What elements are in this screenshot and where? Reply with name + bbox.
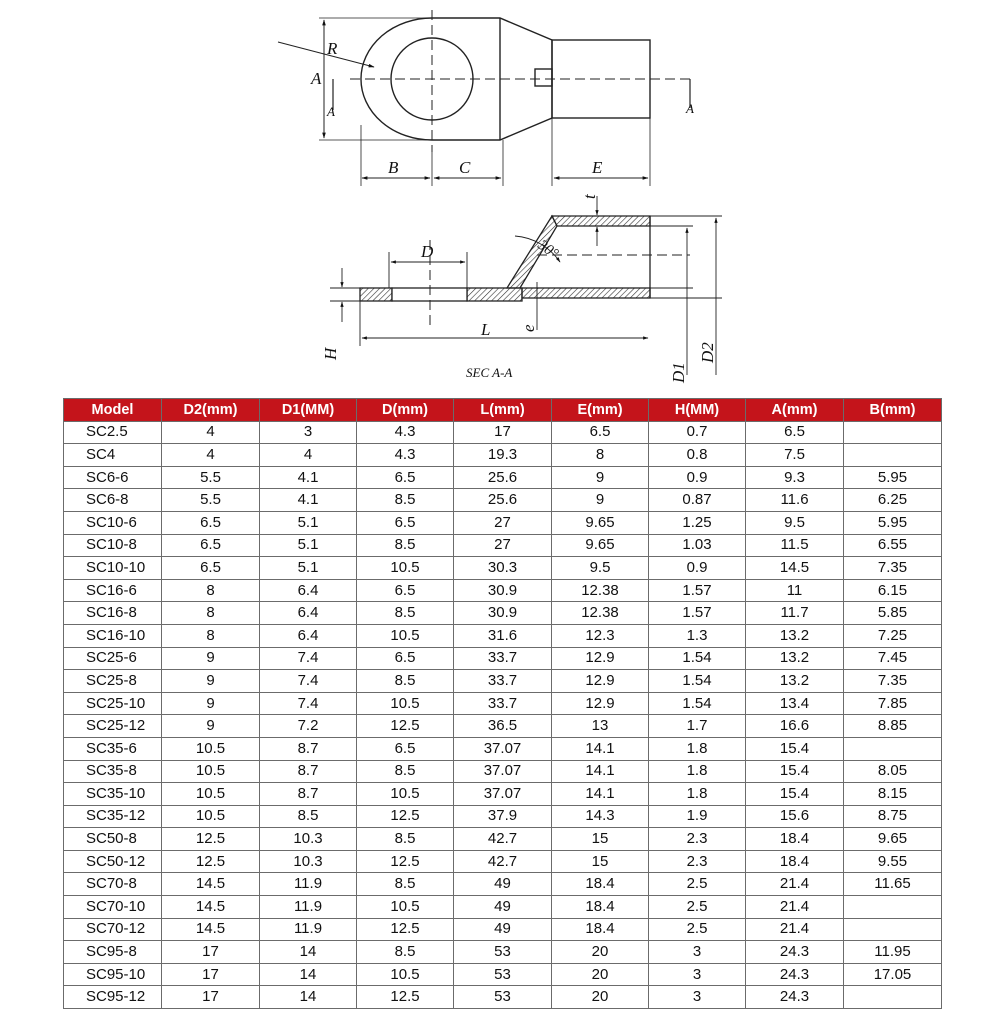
table-cell: 8.5 — [357, 941, 454, 964]
table-cell: 10.5 — [357, 783, 454, 806]
table-cell: 10.3 — [260, 850, 357, 873]
table-cell: 6.5 — [357, 511, 454, 534]
table-row — [64, 760, 942, 783]
table-row — [64, 896, 942, 919]
column-header: B(mm) — [844, 399, 942, 422]
table-body — [64, 421, 942, 1008]
model-cell: SC16-6 — [64, 579, 162, 602]
specification-table — [63, 398, 942, 1009]
table-cell: 9.55 — [844, 850, 942, 873]
table-cell: 7.85 — [844, 692, 942, 715]
table-cell: 5.1 — [260, 534, 357, 557]
table-cell: 12.5 — [162, 850, 260, 873]
table-cell: 30.3 — [454, 557, 552, 580]
table-cell: 8.7 — [260, 783, 357, 806]
table-cell: 10.5 — [357, 624, 454, 647]
table-cell: 8.85 — [844, 715, 942, 738]
label-A: A — [311, 69, 322, 88]
table-cell — [844, 444, 942, 467]
lug-technical-drawing — [0, 0, 1001, 395]
column-header: Model — [64, 399, 162, 422]
table-cell: 6.5 — [162, 534, 260, 557]
table-cell: 49 — [454, 873, 552, 896]
table-cell: 7.35 — [844, 670, 942, 693]
table-cell: 0.7 — [649, 421, 746, 444]
table-cell: 7.4 — [260, 670, 357, 693]
table-cell: 0.9 — [649, 466, 746, 489]
table-row — [64, 602, 942, 625]
table-cell: 5.85 — [844, 602, 942, 625]
table-cell: 9.3 — [746, 466, 844, 489]
table-cell: 14 — [260, 941, 357, 964]
model-cell: SC25-6 — [64, 647, 162, 670]
model-cell: SC6-8 — [64, 489, 162, 512]
table-cell: 33.7 — [454, 670, 552, 693]
table-cell: 8.7 — [260, 760, 357, 783]
column-header: D2(mm) — [162, 399, 260, 422]
model-cell: SC16-8 — [64, 602, 162, 625]
table-cell: 19.3 — [454, 444, 552, 467]
table-cell: 37.9 — [454, 805, 552, 828]
table-cell: 12.38 — [552, 579, 649, 602]
table-cell: 8.5 — [357, 670, 454, 693]
table-cell: 14.1 — [552, 760, 649, 783]
table-row — [64, 850, 942, 873]
column-header: A(mm) — [746, 399, 844, 422]
table-row — [64, 986, 942, 1009]
table-cell: 5.95 — [844, 511, 942, 534]
table-cell: 17 — [162, 963, 260, 986]
table-cell: 0.8 — [649, 444, 746, 467]
table-cell: 6.5 — [357, 466, 454, 489]
table-cell: 6.5 — [162, 511, 260, 534]
table-row — [64, 918, 942, 941]
model-cell: SC50-8 — [64, 828, 162, 851]
table-cell: 7.2 — [260, 715, 357, 738]
table-cell: 7.5 — [746, 444, 844, 467]
table-cell: 18.4 — [552, 873, 649, 896]
table-cell: 8.5 — [260, 805, 357, 828]
table-cell: 30.9 — [454, 602, 552, 625]
table-cell: 8 — [162, 579, 260, 602]
table-cell: 13.2 — [746, 670, 844, 693]
table-cell: 17 — [162, 986, 260, 1009]
table-cell: 5.1 — [260, 511, 357, 534]
model-cell: SC50-12 — [64, 850, 162, 873]
table-cell: 2.3 — [649, 850, 746, 873]
table-cell: 10.3 — [260, 828, 357, 851]
table-cell: 9.5 — [552, 557, 649, 580]
table-row — [64, 444, 942, 467]
label-H: H — [321, 347, 340, 360]
table-cell: 9 — [552, 489, 649, 512]
model-cell: SC70-10 — [64, 896, 162, 919]
table-cell: 15 — [552, 828, 649, 851]
table-cell: 6.4 — [260, 602, 357, 625]
table-cell: 37.07 — [454, 783, 552, 806]
table-cell: 6.55 — [844, 534, 942, 557]
table-cell: 4.1 — [260, 466, 357, 489]
table-cell: 24.3 — [746, 941, 844, 964]
table-cell: 8 — [162, 602, 260, 625]
table-cell: 4.1 — [260, 489, 357, 512]
table-cell: 3 — [649, 963, 746, 986]
table-row — [64, 466, 942, 489]
table-cell: 1.8 — [649, 760, 746, 783]
table-row — [64, 670, 942, 693]
table-cell: 1.57 — [649, 602, 746, 625]
table-cell: 16.6 — [746, 715, 844, 738]
label-B: B — [388, 158, 399, 177]
table-cell: 3 — [649, 986, 746, 1009]
model-cell: SC6-6 — [64, 466, 162, 489]
top-view — [278, 10, 690, 186]
table-row — [64, 534, 942, 557]
table-cell: 12.5 — [162, 828, 260, 851]
column-header: L(mm) — [454, 399, 552, 422]
table-cell: 20 — [552, 963, 649, 986]
table-cell: 13.2 — [746, 647, 844, 670]
table-cell: 15 — [552, 850, 649, 873]
table-cell: 14 — [260, 986, 357, 1009]
table-cell: 10.5 — [357, 963, 454, 986]
table-cell: 33.7 — [454, 692, 552, 715]
table-cell: 11.7 — [746, 602, 844, 625]
table-row — [64, 783, 942, 806]
table-cell: 2.3 — [649, 828, 746, 851]
table-cell: 12.38 — [552, 602, 649, 625]
table-cell: 11 — [746, 579, 844, 602]
table-cell: 4.3 — [357, 444, 454, 467]
model-cell: SC16-10 — [64, 624, 162, 647]
table-cell: 14.1 — [552, 737, 649, 760]
model-cell: SC10-6 — [64, 511, 162, 534]
table-cell: 5.5 — [162, 466, 260, 489]
table-cell: 1.57 — [649, 579, 746, 602]
table-cell: 49 — [454, 918, 552, 941]
table-cell: 21.4 — [746, 896, 844, 919]
table-cell: 14.5 — [162, 873, 260, 896]
label-D1: D1 — [669, 362, 688, 383]
table-cell: 6.5 — [552, 421, 649, 444]
table-cell: 37.07 — [454, 760, 552, 783]
label-A-section-left: A — [327, 104, 335, 119]
model-cell: SC95-10 — [64, 963, 162, 986]
table-cell: 14.5 — [746, 557, 844, 580]
column-header: H(MM) — [649, 399, 746, 422]
table-cell: 14.3 — [552, 805, 649, 828]
model-cell: SC10-10 — [64, 557, 162, 580]
table-cell: 8 — [162, 624, 260, 647]
table-row — [64, 963, 942, 986]
table-cell: 21.4 — [746, 873, 844, 896]
model-cell: SC4 — [64, 444, 162, 467]
table-cell: 8.5 — [357, 602, 454, 625]
table-cell — [844, 896, 942, 919]
table-cell: 42.7 — [454, 850, 552, 873]
table-cell: 9.65 — [552, 511, 649, 534]
table-cell: 18.4 — [552, 918, 649, 941]
table-cell: 1.9 — [649, 805, 746, 828]
model-cell: SC25-10 — [64, 692, 162, 715]
table-cell: 31.6 — [454, 624, 552, 647]
table-cell: 2.5 — [649, 918, 746, 941]
table-cell: 9.65 — [552, 534, 649, 557]
table-cell: 30.9 — [454, 579, 552, 602]
table-cell: 6.5 — [357, 647, 454, 670]
label-A-section-right: A — [686, 101, 694, 116]
table-cell: 12.5 — [357, 715, 454, 738]
table-cell: 6.4 — [260, 579, 357, 602]
table-cell: 9 — [552, 466, 649, 489]
table-cell: 6.5 — [357, 737, 454, 760]
table-cell: 1.54 — [649, 692, 746, 715]
table-cell: 8.5 — [357, 873, 454, 896]
table-cell: 12.9 — [552, 692, 649, 715]
table-cell: 12.3 — [552, 624, 649, 647]
label-R: R — [327, 39, 338, 58]
column-header: D1(MM) — [260, 399, 357, 422]
table-cell: 15.6 — [746, 805, 844, 828]
model-cell: SC25-8 — [64, 670, 162, 693]
table-cell: 25.6 — [454, 489, 552, 512]
table-cell: 10.5 — [162, 737, 260, 760]
table-cell — [844, 918, 942, 941]
table-cell: 9.65 — [844, 828, 942, 851]
table-cell: 27 — [454, 511, 552, 534]
label-e: e — [519, 324, 538, 332]
table-row — [64, 579, 942, 602]
table-cell: 27 — [454, 534, 552, 557]
table-cell: 8.15 — [844, 783, 942, 806]
table-cell: 11.6 — [746, 489, 844, 512]
model-cell: SC70-12 — [64, 918, 162, 941]
table-cell — [844, 421, 942, 444]
model-cell: SC10-8 — [64, 534, 162, 557]
table-cell: 8.75 — [844, 805, 942, 828]
table-cell: 1.8 — [649, 737, 746, 760]
table-row — [64, 828, 942, 851]
table-cell — [844, 737, 942, 760]
table-cell: 2.5 — [649, 873, 746, 896]
table-cell: 21.4 — [746, 918, 844, 941]
table-cell: 7.35 — [844, 557, 942, 580]
label-D2: D2 — [698, 342, 717, 363]
table-cell: 24.3 — [746, 963, 844, 986]
table-cell: 1.25 — [649, 511, 746, 534]
table-cell: 10.5 — [162, 760, 260, 783]
table-cell: 4 — [260, 444, 357, 467]
table-cell: 37.07 — [454, 737, 552, 760]
table-cell: 25.6 — [454, 466, 552, 489]
table-row — [64, 489, 942, 512]
model-cell: SC95-12 — [64, 986, 162, 1009]
table-cell: 18.4 — [552, 896, 649, 919]
table-cell: 11.9 — [260, 896, 357, 919]
table-cell: 9 — [162, 670, 260, 693]
table-cell: 8 — [552, 444, 649, 467]
table-cell: 5.1 — [260, 557, 357, 580]
table-cell: 4.3 — [357, 421, 454, 444]
table-cell: 10.5 — [357, 692, 454, 715]
section-view — [360, 216, 690, 330]
model-cell: SC25-12 — [64, 715, 162, 738]
model-cell: SC35-10 — [64, 783, 162, 806]
table-cell: 49 — [454, 896, 552, 919]
column-header: D(mm) — [357, 399, 454, 422]
table-cell: 9.5 — [746, 511, 844, 534]
table-cell: 6.5 — [357, 579, 454, 602]
table-cell: 11.9 — [260, 918, 357, 941]
label-E: E — [592, 158, 603, 177]
table-row — [64, 805, 942, 828]
section-caption: SEC A-A — [466, 365, 513, 380]
table-row — [64, 692, 942, 715]
table-cell: 7.4 — [260, 692, 357, 715]
label-t: t — [580, 194, 599, 199]
table-row — [64, 715, 942, 738]
table-cell: 53 — [454, 963, 552, 986]
model-cell: SC2.5 — [64, 421, 162, 444]
table-cell: 1.3 — [649, 624, 746, 647]
table-cell: 12.9 — [552, 647, 649, 670]
table-cell: 11.9 — [260, 873, 357, 896]
table-cell: 14 — [260, 963, 357, 986]
table-cell: 1.03 — [649, 534, 746, 557]
table-row — [64, 511, 942, 534]
table-cell: 33.7 — [454, 647, 552, 670]
table-cell: 7.45 — [844, 647, 942, 670]
table-cell: 15.4 — [746, 760, 844, 783]
table-cell: 6.4 — [260, 624, 357, 647]
table-cell — [844, 986, 942, 1009]
table-cell: 2.5 — [649, 896, 746, 919]
label-C: C — [459, 158, 471, 177]
column-header: E(mm) — [552, 399, 649, 422]
table-cell: 53 — [454, 941, 552, 964]
table-cell: 10.5 — [357, 557, 454, 580]
section-dimensions — [330, 196, 722, 375]
table-cell: 14.1 — [552, 783, 649, 806]
table-cell: 18.4 — [746, 828, 844, 851]
table-cell: 8.5 — [357, 489, 454, 512]
table-cell: 6.5 — [746, 421, 844, 444]
model-cell: SC95-8 — [64, 941, 162, 964]
table-row — [64, 557, 942, 580]
table-header-row — [64, 399, 942, 422]
table-cell: 11.5 — [746, 534, 844, 557]
table-row — [64, 647, 942, 670]
table-cell: 20 — [552, 941, 649, 964]
label-angle: 30° — [534, 237, 562, 263]
table-cell: 4 — [162, 421, 260, 444]
table-cell: 42.7 — [454, 828, 552, 851]
model-cell: SC35-8 — [64, 760, 162, 783]
table-cell: 12.5 — [357, 850, 454, 873]
label-L: L — [481, 320, 491, 339]
table-cell: 12.5 — [357, 805, 454, 828]
table-cell: 10.5 — [357, 896, 454, 919]
table-row — [64, 941, 942, 964]
table-cell: 6.25 — [844, 489, 942, 512]
table-cell: 24.3 — [746, 986, 844, 1009]
table-cell: 7.25 — [844, 624, 942, 647]
table-cell: 9 — [162, 692, 260, 715]
table-cell: 0.9 — [649, 557, 746, 580]
table-cell: 36.5 — [454, 715, 552, 738]
table-cell: 15.4 — [746, 783, 844, 806]
table-cell: 17 — [162, 941, 260, 964]
table-cell: 7.4 — [260, 647, 357, 670]
table-cell: 8.5 — [357, 828, 454, 851]
table-cell: 12.5 — [357, 918, 454, 941]
table-cell: 10.5 — [162, 805, 260, 828]
table-cell: 17.05 — [844, 963, 942, 986]
model-cell: SC35-6 — [64, 737, 162, 760]
model-cell: SC35-12 — [64, 805, 162, 828]
table-cell: 13 — [552, 715, 649, 738]
table-cell: 1.8 — [649, 783, 746, 806]
table-cell: 1.7 — [649, 715, 746, 738]
table-cell: 18.4 — [746, 850, 844, 873]
table-row — [64, 737, 942, 760]
table-cell: 10.5 — [162, 783, 260, 806]
table-cell: 0.87 — [649, 489, 746, 512]
table-row — [64, 873, 942, 896]
table-cell: 8.5 — [357, 760, 454, 783]
table-cell: 9 — [162, 647, 260, 670]
table-cell: 3 — [260, 421, 357, 444]
table-cell: 11.65 — [844, 873, 942, 896]
table-cell: 53 — [454, 986, 552, 1009]
table-cell: 14.5 — [162, 896, 260, 919]
table-cell: 8.7 — [260, 737, 357, 760]
table-cell: 6.5 — [162, 557, 260, 580]
table-cell: 1.54 — [649, 670, 746, 693]
table-cell: 11.95 — [844, 941, 942, 964]
table-cell: 17 — [454, 421, 552, 444]
model-cell: SC70-8 — [64, 873, 162, 896]
table-cell: 15.4 — [746, 737, 844, 760]
table-cell: 8.5 — [357, 534, 454, 557]
table-cell: 14.5 — [162, 918, 260, 941]
table-cell: 3 — [649, 941, 746, 964]
table-row — [64, 421, 942, 444]
table-row — [64, 624, 942, 647]
table-cell: 13.2 — [746, 624, 844, 647]
table-cell: 12.9 — [552, 670, 649, 693]
table-cell: 8.05 — [844, 760, 942, 783]
table-cell: 6.15 — [844, 579, 942, 602]
table-cell: 1.54 — [649, 647, 746, 670]
table-cell: 20 — [552, 986, 649, 1009]
label-D: D — [421, 242, 434, 261]
table-cell: 13.4 — [746, 692, 844, 715]
table-cell: 12.5 — [357, 986, 454, 1009]
table-cell: 4 — [162, 444, 260, 467]
table-cell: 5.95 — [844, 466, 942, 489]
table-cell: 9 — [162, 715, 260, 738]
table-cell: 5.5 — [162, 489, 260, 512]
